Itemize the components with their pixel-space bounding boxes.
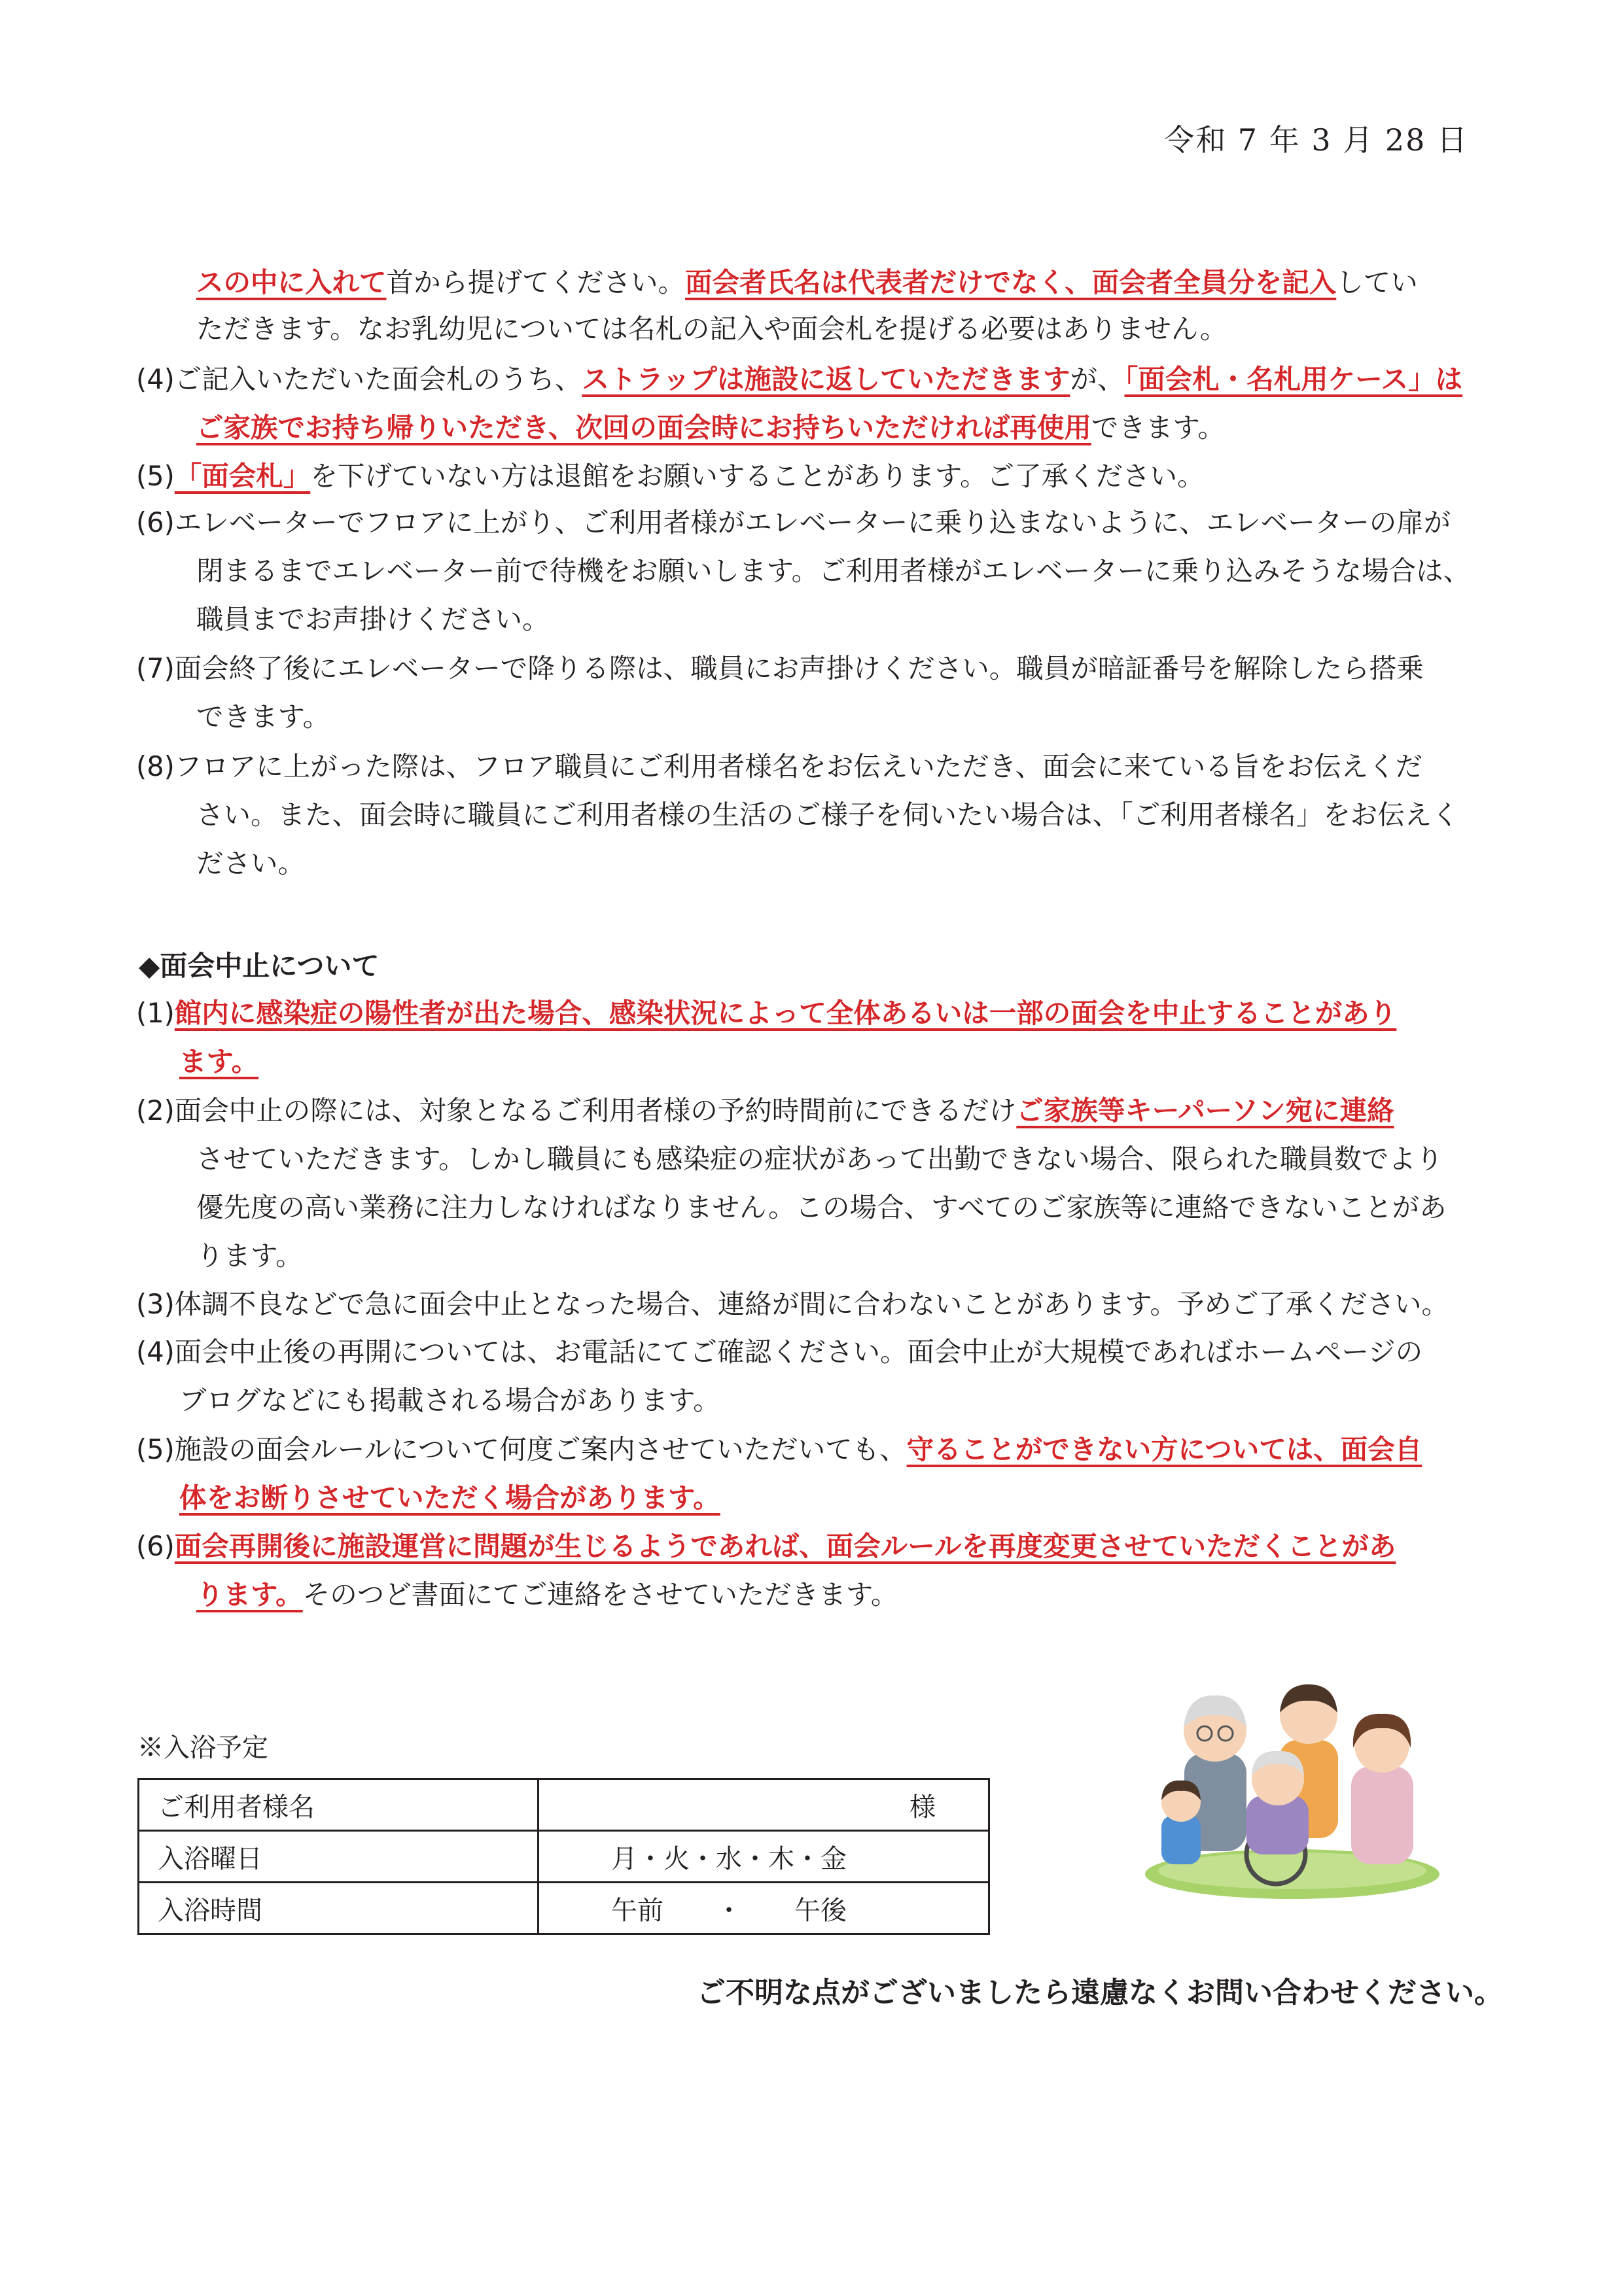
list-item: [136, 1280, 1449, 1329]
text-run: してい: [1336, 266, 1418, 298]
item-number: (1): [136, 997, 175, 1029]
list-item: [136, 1425, 1422, 1522]
item-number: (5): [136, 1433, 175, 1465]
item-number: (3): [136, 1288, 175, 1320]
text-run: を下げていない方は退館をお願いすることがあります。ご了承ください。: [310, 460, 1205, 492]
text-run: ブログなどにも掲載される場合があります。: [179, 1384, 720, 1416]
list-item: [136, 1522, 1396, 1619]
list-item-line: [136, 1376, 1422, 1425]
text-run: 体調不良などで急に面会中止となった場合、連絡が間に合わないことがあります。予めご了承ください。: [174, 1288, 1449, 1320]
list-item: [136, 452, 1205, 500]
text-run: フロアに上がった際は、フロア職員にご利用者様名をお伝えいただき、面会に来ている旨をお伝えくだ: [174, 750, 1423, 782]
text-run: 職員までお声掛けください。: [196, 603, 550, 635]
text-run: ご家族等キーパーソン宛に連絡: [1016, 1094, 1394, 1126]
table-cell-label: ご利用者様名: [139, 1779, 538, 1831]
bath-schedule-note: ※入浴予定: [137, 1733, 268, 1763]
table-cell-label: 入浴時間: [139, 1883, 538, 1934]
text-run: ご記入いただいた面会札のうち、: [174, 363, 582, 395]
text-run: が、: [1070, 363, 1125, 395]
text-run: 「面会札」: [174, 460, 311, 492]
text-run: できます。: [196, 701, 330, 733]
text-run: 面会終了後にエレベーターで降りる際は、職員にお声掛けください。職員が暗証番号を解除したら搭乗: [174, 652, 1424, 684]
text-run: できます。: [1091, 411, 1226, 444]
text-run: させていただきます。しかし職員にも感染症の症状があって出勤できない場合、限られた職員数でより: [196, 1143, 1443, 1175]
list-item-line: [136, 1232, 1447, 1280]
text-run: ご家族でお持ち帰りいただき、次回の面会時にお持ちいただければ再使用: [196, 411, 1091, 444]
list-item-line: [136, 1135, 1447, 1183]
list-item: [136, 498, 1470, 644]
item-number: (6): [136, 506, 175, 538]
item-number: (8): [136, 750, 175, 782]
list-item-line: [136, 1037, 1396, 1086]
text-run: ります。: [196, 1578, 303, 1610]
text-run: 首から提げてください。: [386, 266, 686, 298]
item-number: (6): [136, 1530, 175, 1562]
text-run: そのつど書面にてご連絡をさせていただきます。: [302, 1578, 898, 1610]
text-run: ストラップは施設に返していただきます: [582, 363, 1070, 395]
item-number: (4): [136, 1336, 175, 1368]
text-run: さい。また、面会時に職員にご利用者様の生活のご様子を伺いたい場合は、「ご利用者様名」をお伝えく: [196, 799, 1459, 831]
table-cell-label: 入浴曜日: [139, 1831, 538, 1883]
list-item-line: [136, 1571, 1396, 1619]
continuation-line-2: ただきます。なお乳幼児については名札の記入や面会札を提げる必要はありません。: [196, 313, 1227, 345]
family-illustration-icon: [1135, 1675, 1449, 1900]
text-run: ます。: [179, 1045, 259, 1077]
table-cell-value: 午前 ・ 午後: [538, 1883, 989, 1934]
list-item-line: [136, 1328, 1422, 1376]
list-item-line: [136, 498, 1470, 547]
continuation-line-1: [196, 258, 1418, 307]
text-run: 閉まるまでエレベーター前で待機をお願いします。ご利用者様がエレベーターに乗り込みそうな場合は、: [196, 555, 1471, 587]
list-item-line: [136, 1522, 1396, 1571]
document-date: 令和 7 年 3 月 28 日: [1164, 122, 1468, 158]
text-run: 面会者氏名は代表者だけでなく、面会者全員分を記入: [685, 266, 1337, 298]
text-run: 面会再開後に施設運営に問題が生じるようであれば、面会ルールを再度変更させていただくことがあ: [174, 1530, 1396, 1562]
contact-footer-text: ご不明な点がございましたら遠慮なくお問い合わせください。: [697, 1976, 1503, 2009]
list-item-line: [136, 693, 1424, 741]
list-item: [136, 989, 1396, 1086]
item-number: (2): [136, 1094, 175, 1126]
table-row: [139, 1831, 989, 1883]
list-item: [136, 355, 1462, 452]
name-suffix: 様: [909, 1792, 936, 1822]
text-run: スの中に入れて: [196, 266, 387, 298]
item-number: (5): [136, 460, 175, 492]
list-item-line: [136, 547, 1470, 595]
list-item-line: [136, 452, 1205, 500]
item-number: (7): [136, 652, 175, 684]
text-run: 館内に感染症の陽性者が出た場合、感染状況によって全体あるいは一部の面会を中止することがあり: [174, 997, 1397, 1029]
list-item-line: [136, 355, 1462, 404]
list-item-line: [136, 644, 1424, 693]
table-row: [139, 1779, 989, 1831]
text-run: ださい。: [196, 847, 306, 879]
text-run: 面会中止後の再開については、お電話にてご確認ください。面会中止が大規模であればホームページの: [174, 1336, 1423, 1368]
table-cell-value: [538, 1779, 989, 1831]
list-item: [136, 1328, 1422, 1425]
bath-schedule-table: [137, 1778, 990, 1935]
list-item: [136, 644, 1424, 741]
text-run: ります。: [196, 1240, 303, 1272]
text-run: エレベーターでフロアに上がり、ご利用者様がエレベーターに乗り込まないように、エレベーターの扉が: [174, 506, 1451, 538]
list-item-line: [136, 1474, 1422, 1522]
list-item-line: [136, 1183, 1447, 1232]
list-item-line: [136, 989, 1396, 1037]
list-item-line: [136, 742, 1459, 791]
list-item-line: [136, 1425, 1422, 1474]
text-run: 優先度の高い業務に注力しなければなりません。この場合、すべてのご家族等に連絡できないことがあ: [196, 1191, 1447, 1223]
text-run: 施設の面会ルールについて何度ご案内させていただいても、: [174, 1433, 907, 1465]
text-run: 体をお断りさせていただく場合があります。: [179, 1482, 720, 1514]
list-item-line: [136, 839, 1459, 888]
list-item-line: [136, 1087, 1447, 1135]
item-number: (4): [136, 363, 175, 395]
text-run: 面会中止の際には、対象となるご利用者様の予約時間前にできるだけ: [174, 1094, 1017, 1126]
list-item: [136, 1087, 1447, 1280]
list-item-line: [136, 595, 1470, 644]
text-run: 守ることができない方については、面会自: [906, 1433, 1422, 1465]
section-heading: ◆面会中止について: [139, 950, 380, 982]
table-row: [139, 1883, 989, 1934]
list-item-line: [136, 1280, 1449, 1329]
text-run: 「面会札・名札用ケース」は: [1124, 363, 1463, 395]
list-item: [136, 742, 1459, 888]
list-item-line: [136, 404, 1462, 452]
table-cell-value: 月・火・水・木・金: [538, 1831, 989, 1883]
list-item-line: [136, 791, 1459, 839]
